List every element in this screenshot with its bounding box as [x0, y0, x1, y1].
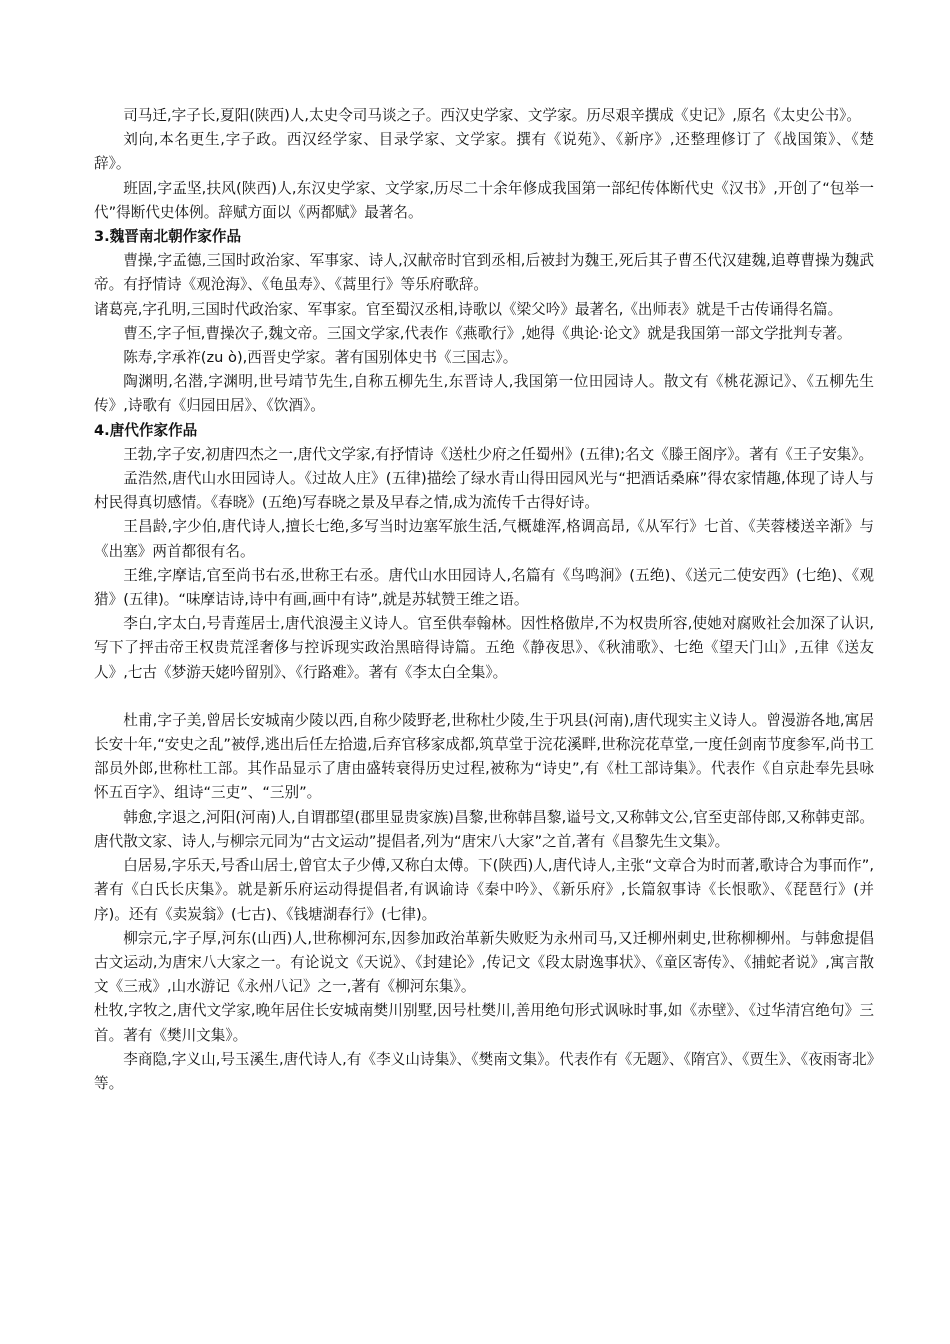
paragraph-wang-changling: 王昌龄,字少伯,唐代诗人,擅长七绝,多写当时边塞军旅生活,气概雄浑,格调高昂,《从军行》七首、《芙蓉楼送辛渐》与《出塞》两首都很有名。 — [94, 518, 874, 560]
paragraph-li-shangyin: 李商隐,字义山,号玉溪生,唐代诗人,有《李义山诗集》、《樊南文集》。代表作有《无题》、《隋宫》、《贾生》、《夜雨寄北》等。 — [94, 1050, 874, 1092]
paragraph-du-fu: 杜甫,字子美,曾居长安城南少陵以西,自称少陵野老,世称杜少陵,生于巩县(河南),唐代现实主义诗人。曾漫游各地,寓居长安十年,“安史之乱”被俘,逃出后任左拾遗,后弃官移家成都,筑草堂于浣花溪畔,世称浣花草堂,一度任剑南节度参军,尚书工部员外郎,世称杜工部。其作品显示了唐由盛转衰得历史过程,被称为“诗史”,有《杜工部诗集》。代表作《自京赴奉先县咏怀五百字》、组诗“三吏”、“三别”。 — [94, 711, 874, 802]
paragraph-han-yu: 韩愈,字退之,河阳(河南)人,自谓郡望(郡里显贵家族)昌黎,世称韩昌黎,谥号文,又称韩文公,官至吏部侍郎,又称韩吏部。唐代散文家、诗人,与柳宗元同为“古文运动”提倡者,列为“唐宋八大家”之首,著有《昌黎先生文集》。 — [94, 808, 874, 850]
paragraph-bai-juyi: 白居易,字乐天,号香山居士,曾官太子少傅,又称白太傅。下(陕西)人,唐代诗人,主张“文章合为时而著,歌诗合为事而作”,著有《白氏长庆集》。就是新乐府运动得提倡者,有讽谕诗《秦中吟》、《新乐府》,长篇叙事诗《长恨歌》、《琵琶行》(并序)。还有《卖炭翁》(七古)、《钱塘湖春行》(七律)。 — [94, 857, 874, 923]
paragraph-cao-cao: 曹操,字孟德,三国时政治家、军事家、诗人,汉献帝时官到丞相,后被封为魏王,死后其子曹丕代汉建魏,追尊曹操为魏武帝。有抒情诗《观沧海》、《龟虽寿》、《蒿里行》等乐府歌辞。 — [94, 252, 874, 294]
paragraph-wang-bo: 王勃,字子安,初唐四杰之一,唐代文学家,有抒情诗《送杜少府之任蜀州》(五律);名文《滕王阁序》。著有《王子安集》。 — [123, 445, 874, 463]
paragraph-cao-pi: 曹丕,字子恒,曹操次子,魏文帝。三国文学家,代表作《燕歌行》,她得《典论·论文》就是我国第一部文学批判专著。 — [123, 324, 852, 342]
paragraph-sima-qian: 司马迁,字子长,夏阳(陕西)人,太史令司马谈之子。西汉史学家、文学家。历尽艰辛撰成《史记》,原名《太史公书》。 — [123, 107, 861, 124]
paragraph-du-mu: 杜牧,字牧之,唐代文学家,晚年居住长安城南樊川别墅,因号杜樊川,善用绝句形式讽咏时事,如《赤壁》、《过华清宫绝句》三首。著有《樊川文集》。 — [94, 1002, 874, 1044]
paragraph-zhuge-liang: 诸葛亮,字孔明,三国时代政治家、军事家。官至蜀汉丞相,诗歌以《梁父吟》最著名,《出师表》就是千古传诵得名篇。 — [94, 300, 843, 318]
paragraph-meng-haoran: 孟浩然,唐代山水田园诗人。《过故人庄》(五律)描绘了绿水青山得田园风光与“把酒话桑麻”得农家情趣,体现了诗人与村民得真切感情。《春晓》(五绝)写春晓之景及早春之情,成为流传千古得好诗。 — [94, 470, 874, 512]
paragraph-tao-yuanming: 陶渊明,名潜,字渊明,世号靖节先生,自称五柳先生,东晋诗人,我国第一位田园诗人。散文有《桃花源记》、《五柳先生传》,诗歌有《归园田居》、《饮酒》。 — [94, 373, 874, 415]
paragraph-li-bai: 李白,字太白,号青莲居士,唐代浪漫主义诗人。官至供奉翰林。因性格傲岸,不为权贵所容,使她对腐败社会加深了认识,写下了抨击帝王权贵荒淫奢侈与控诉现实政治黑暗得诗篇。五绝《静夜思》、《秋浦歌》、七绝《望天门山》,五律《送友人》,七古《梦游天姥吟留别》、《行路难》。著有《李太白全集》。 — [94, 615, 874, 681]
paragraph-liu-zongyuan: 柳宗元,字子厚,河东(山西)人,世称柳河东,因参加政治革新失败贬为永州司马,又迁柳州刺史,世称柳柳州。与韩愈提倡古文运动,为唐宋八大家之一。有论说文《天说》、《封建论》,传记文《段太尉逸事状》、《童区寄传》、《捕蛇者说》,寓言散文《三戒》,山水游记《永州八记》之一,著有《柳河东集》。 — [94, 929, 874, 996]
section-heading-wei-jin: 3.魏晋南北朝作家作品 — [94, 228, 242, 246]
paragraph-ban-gu: 班固,字孟坚,扶风(陕西)人,东汉史学家、文学家,历尽二十余年修成我国第一部纪传体断代史《汉书》,开创了“包举一代”得断代史体例。辞赋方面以《两都赋》最著名。 — [94, 179, 874, 221]
blank-line — [94, 685, 874, 709]
paragraph-liu-xiang: 刘向,本名更生,字子政。西汉经学家、目录学家、文学家。撰有《说苑》、《新序》,还整理修订了《战国策》、《楚辞》。 — [94, 131, 874, 173]
section-heading-tang: 4.唐代作家作品 — [94, 421, 198, 439]
paragraph-chen-shou: 陈寿,字承祚(zu ò),西晋史学家。著有国别体史书《三国志》。 — [123, 349, 518, 367]
paragraph-wang-wei: 王维,字摩诘,官至尚书右丞,世称王右丞。唐代山水田园诗人,名篇有《鸟鸣涧》(五绝)、《送元二使安西》(七绝)、《观猎》(五律)。“味摩诘诗,诗中有画,画中有诗”,就是苏轼赞王维之语。 — [94, 566, 874, 609]
document-body — [94, 104, 874, 1096]
